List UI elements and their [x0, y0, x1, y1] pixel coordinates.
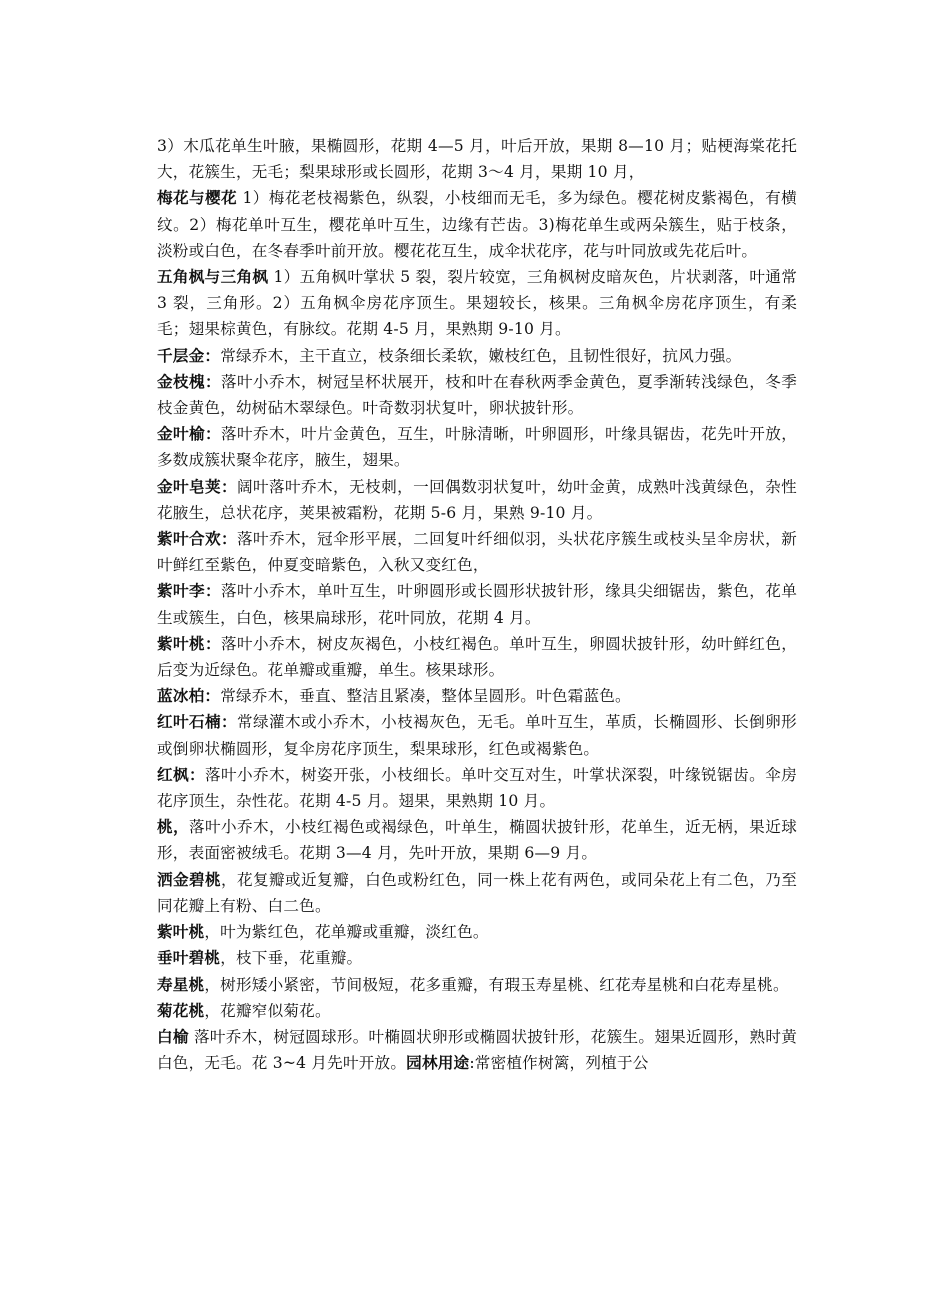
garden-use-label: 园林用途 [406, 1054, 470, 1073]
plant-description: 3）木瓜花单生叶腋，果椭圆形，花期 4—5 月，叶后开放，果期 8—10 月；贴梗海棠花托大，花簇生，无毛；梨果球形或长圆形，花期 3～4 月，果期 10 月， [157, 137, 797, 182]
paragraph [157, 578, 797, 630]
paragraph [157, 683, 797, 709]
plant-name: 白榆 [157, 1027, 189, 1046]
plant-description: ，花复瓣或近复瓣，白色或粉红色，同一株上花有两色，或同朵花上有二色，乃至同花瓣上有粉、白二色。 [157, 870, 797, 915]
plant-description: ，花瓣窄似菊花。 [204, 1001, 331, 1020]
plant-description: 阔叶落叶乔木，无枝刺，一回偶数羽状复叶，幼叶金黄，成熟叶浅黄绿色，杂性花腋生，总状花序，荚果被霜粉，花期 5-6 月，果熟 9-10 月。 [157, 477, 797, 522]
plant-name: 金叶皂荚： [157, 477, 238, 496]
plant-name: 洒金碧桃 [157, 870, 222, 889]
paragraph [157, 945, 797, 971]
plant-description: ，叶为紫红色，花单瓣或重瓣，淡红色。 [204, 923, 489, 942]
plant-name: 五角枫与三角枫 [157, 268, 269, 287]
plant-name: 红枫： [157, 765, 206, 784]
paragraph [157, 814, 797, 866]
paragraph [157, 709, 797, 761]
paragraph [157, 998, 797, 1024]
plant-name: 梅花与樱花 [157, 189, 238, 208]
plant-description: 常绿乔木，主干直立，枝条细长柔软，嫩枝红色，且韧性很好，抗风力强。 [220, 346, 742, 365]
paragraph [157, 133, 797, 185]
plant-name: 垂叶碧桃 [157, 949, 221, 968]
plant-name: 蓝冰柏： [157, 687, 221, 706]
paragraph [157, 1024, 797, 1076]
paragraph [157, 972, 797, 998]
plant-description: 落叶乔木，叶片金黄色，互生，叶脉清晰，叶卵圆形，叶缘具锯齿，花先叶开放，多数成簇状聚伞花序，腋生，翅果。 [157, 425, 797, 470]
plant-name: 桃， [157, 818, 190, 837]
plant-name: 寿星桃 [157, 975, 205, 994]
plant-name: 紫叶合欢： [157, 530, 238, 549]
paragraph [157, 264, 797, 343]
paragraph [157, 185, 797, 264]
plant-name: 紫叶桃： [157, 634, 222, 653]
paragraph [157, 343, 797, 369]
plant-description: 常绿乔木，垂直、整洁且紧凑，整体呈圆形。叶色霜蓝色。 [220, 687, 631, 706]
plant-name: 金叶榆： [157, 425, 222, 444]
plant-description: 落叶小乔木，树皮灰褐色，小枝红褐色。单叶互生，卵圆状披针形，幼叶鲜红色，后变为近绿色。花单瓣或重瓣，单生。核果球形。 [157, 634, 797, 680]
plant-description: 落叶小乔木，小枝红褐色或褐绿色，叶单生，椭圆状披针形，花单生，近无柄，果近球形，表面密被绒毛。花期 3—4 月，先叶开放，果期 6—9 月。 [157, 818, 797, 863]
plant-name: 红叶石楠： [157, 713, 238, 732]
paragraph [157, 867, 797, 919]
plant-description: 落叶小乔木，单叶互生，叶卵圆形或长圆形状披针形，缘具尖细锯齿，紫色，花单生或簇生，白色，核果扁球形，花叶同放，花期 4 月。 [157, 582, 797, 627]
plant-description: 落叶乔木，冠伞形平展，二回复叶纤细似羽，头状花序簇生或枝头呈伞房状，新叶鲜红至紫色，仲夏变暗紫色，入秋又变红色， [157, 530, 797, 575]
plant-description: 常绿灌木或小乔木，小枝褐灰色，无毛。单叶互生，革质，长椭圆形、长倒卵形或倒卵状椭圆形，复伞房花序顶生，梨果球形，红色或褐紫色。 [157, 713, 797, 758]
document-page [157, 133, 797, 1076]
paragraph [157, 421, 797, 473]
plant-name: 金枝槐： [157, 372, 222, 391]
plant-description: 落叶小乔木，树冠呈杯状展开，枝和叶在春秋两季金黄色，夏季渐转浅绿色，冬季枝金黄色，幼树砧木翠绿色。叶奇数羽状复叶，卵状披针形。 [157, 372, 797, 418]
paragraph [157, 631, 797, 683]
plant-name: 紫叶李： [157, 582, 222, 601]
paragraph [157, 526, 797, 578]
plant-name: 菊花桃 [157, 1001, 205, 1020]
plant-description: 1）五角枫叶掌状 5 裂，裂片较宽，三角枫树皮暗灰色，片状剥落，叶通常 3 裂，三角形。2）五角枫伞房花序顶生。果翅较长，核果。三角枫伞房花序顶生，有柔毛；翅果棕黄色，有脉纹。花期 4-5 月，果熟期 9-10 月。 [157, 268, 797, 339]
plant-name: 紫叶桃 [157, 923, 205, 942]
plant-description: 1）梅花老枝褐紫色，纵裂，小枝细而无毛，多为绿色。樱花树皮紫褐色，有横纹。2）梅花单叶互生，樱花单叶互生，边缘有芒齿。3)梅花单生或两朵簇生，贴于枝条，淡粉或白色，在冬春季叶前开放。樱花花互生，成伞状花序，花与叶同放或先花后叶。 [157, 189, 797, 260]
plant-name: 千层金： [157, 346, 221, 365]
garden-use-description: :常密植作树篱，列植于公 [469, 1054, 649, 1073]
plant-description: ，树形矮小紧密，节间极短，花多重瓣，有瑕玉寿星桃、红花寿星桃和白花寿星桃。 [204, 975, 789, 994]
paragraph [157, 474, 797, 526]
paragraph [157, 919, 797, 945]
paragraph [157, 369, 797, 421]
plant-description: 落叶小乔木，树姿开张，小枝细长。单叶交互对生，叶掌状深裂，叶缘锐锯齿。伞房花序顶生，杂性花。花期 4-5 月。翅果，果熟期 10 月。 [157, 765, 797, 811]
plant-description: ，枝下垂，花重瓣。 [220, 949, 363, 968]
plant-description: 落叶乔木，树冠圆球形。叶椭圆状卵形或椭圆状披针形，花簇生。翅果近圆形，熟时黄白色，无毛。花 3~4 月先叶开放。 [157, 1027, 797, 1073]
paragraph [157, 762, 797, 814]
